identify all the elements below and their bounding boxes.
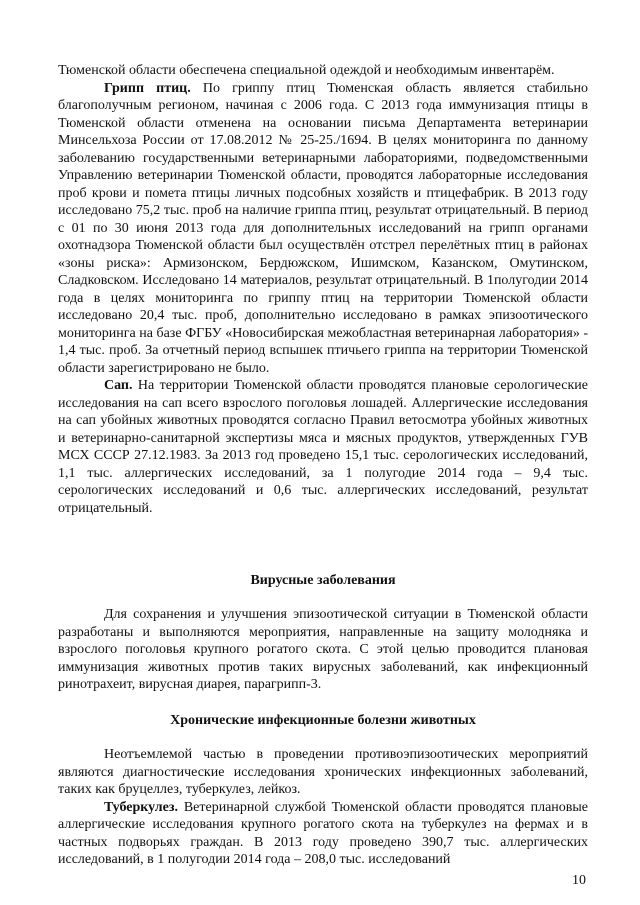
glanders-label: Сап.	[104, 378, 133, 393]
tuberculosis-text: Ветеринарной службой Тюменской области проводятся плановые аллергические исследования крупного рогатого скота на туберкулез на фермах и в частных подворьях граждан. В 2013 году проведено 390,7 тыс. аллергических исследований, в 1 полугодии 2014 года – 208,0 тыс. исследований	[58, 799, 588, 867]
viral-paragraph: Для сохранения и улучшения эпизоотической ситуации в Тюменской области разработаны и выполняются мероприятия, направленные на защиту молодняка и взрослого поголовья крупного рогатого скота. С этой целью проводится плановая иммунизация животных против таких вирусных заболеваний, как инфекционный ринотрахеит, вирусная диарея, парагрипп-3.	[58, 607, 588, 692]
tuberculosis-label: Туберкулез.	[104, 799, 178, 815]
body-text	[58, 62, 588, 517]
tuberculosis-paragraph	[58, 799, 588, 869]
page-number: 10	[572, 873, 586, 888]
viral-diseases-heading: Вирусные заболевания	[250, 573, 396, 588]
chronic-paragraph: Неотъемлемой частью в проведении противоэпизоотических мероприятий являются диагностические исследования хронических инфекционных заболеваний, таких как бруцеллез, туберкулез, лейкоз.	[58, 747, 588, 797]
glanders-paragraph	[58, 377, 588, 517]
chronic-diseases-heading: Хронические инфекционные болезни животных	[170, 713, 476, 728]
chronic-section	[58, 746, 588, 869]
viral-section	[58, 606, 588, 694]
glanders-text: На территории Тюменской области проводятся плановые серологические исследования на сап всего взрослого поголовья лошадей. Аллергические исследования на сап убойных животных проводятся согласно Правил ветосмотра убойных животных и ветеринарно-санитарной экспертизы мяса и мясных продуктов, утвержденных ГУВ МСХ СССР 27.12.1983. За 2013 год проведено 15,1 тыс. серологических исследований, 1,1 тыс. аллергических исследований, за 1 полугодие 2014 года – 9,4 тыс. серологических исследований и 0,6 тыс. аллергических исследований, результат отрицательный.	[58, 378, 588, 516]
continuation-paragraph: Тюменской области обеспечена специальной одеждой и необходимым инвентарём.	[58, 63, 555, 78]
bird-flu-label: Грипп птиц.	[104, 80, 191, 96]
bird-flu-paragraph	[58, 80, 588, 378]
bird-flu-text: По гриппу птиц Тюменская область является стабильно благополучным регионом, начиная с 2006 года. С 2013 года иммунизация птицы в Тюменской области отменена на основании письма Департамента ветеринарии Минсельхоза России от 17.08.2012 № 25-25./1694. В целях мониторинга по данному заболеванию государственными ветеринарными лабораториями, подведомственными Управлению ветеринарии Тюменской области, проводятся лабораторные исследования проб крови и помета птицы личных подсобных хозяйств и птицефабрик. В 2013 году исследовано 75,2 тыс. проб на наличие гриппа птиц, результат отрицательный. В период с 01 по 30 июня 2013 года для дополнительных исследований на грипп органами охотнадзора Тюменской области был осуществлён отстрел перелётных птиц в районах «зоны риска»: Армизонском, Бердюжском, Ишимском, Казанском, Омутинском, Сладковском. Исследовано 14 материалов, результат отрицательный. В 1полугодии 2014 года в целях мониторинга по гриппу птиц на территории Тюменской области исследовано 20,4 тыс. проб, дополнительно исследовано в рамках эпизоотического мониторинга на базе ФГБУ «Новосибирская межобластная ветеринарная лаборатория» - 1,4 тыс. проб. За отчетный период вспышек птичьего гриппа на территории Тюменской области зарегистрировано не было.	[58, 80, 588, 376]
